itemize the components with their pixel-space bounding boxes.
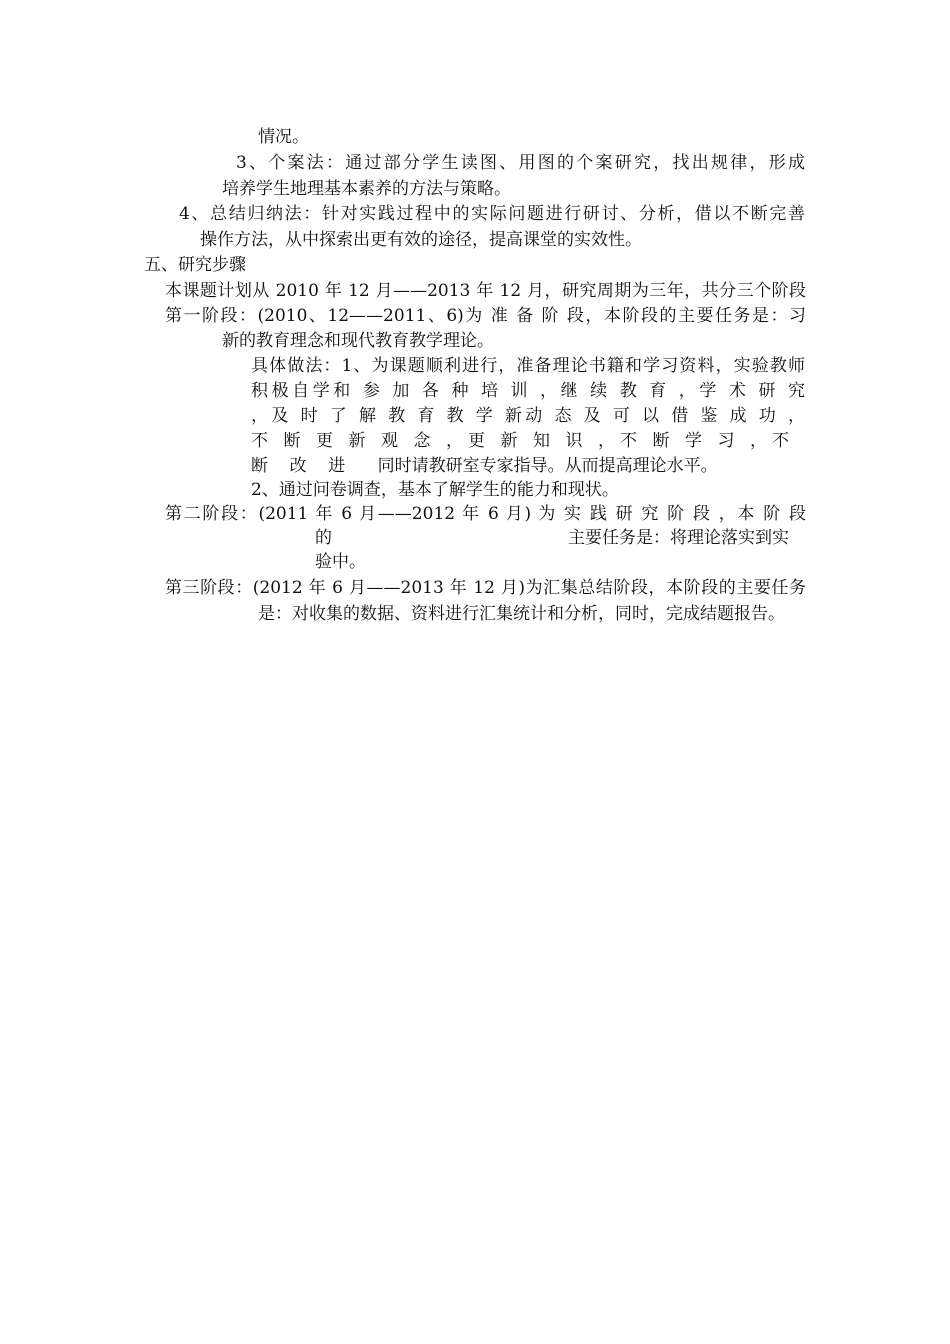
text-line: ，及 时 了 解 教 育 教 学 新动 态 及 可 以 借 鉴 成 功 ， (251, 406, 805, 426)
text-line: 第三阶段：(2012 年 6 月——2013 年 12 月)为汇集总结阶段，本阶段的主要任务 (165, 578, 806, 598)
text-line: 断 改 进 同时请教研室专家指导。从而提高理论水平。 (251, 456, 718, 476)
text-line: 操作方法，从中探索出更有效的途径，提高课堂的实效性。 (200, 230, 642, 250)
text-line: 第一阶段：(2010、12——2011、6)为 准 备 阶 段，本阶段的主要任务是：习 (165, 306, 806, 326)
section-heading: 五、研究步骤 (144, 255, 246, 275)
text-line: 新的教育理念和现代教育教学理论。 (222, 331, 494, 351)
text-line: 具体做法：1、为课题顺利进行，准备理论书籍和学习资料，实验教师 (251, 356, 805, 376)
text-line: 的 (315, 528, 332, 548)
text-line: 培养学生地理基本素养的方法与策略。 (222, 179, 511, 199)
text-line: 验中。 (315, 552, 366, 572)
text-line: 不 断 更 新 观 念 ，更 新 知 识 ，不 断 学 习 ，不 (251, 431, 789, 451)
text-line: 是：对收集的数据、资料进行汇集统计和分析，同时，完成结题报告。 (258, 604, 785, 624)
text-line: 主要任务是：将理论落实到实 (568, 528, 789, 548)
text-line: 情况。 (258, 127, 309, 147)
text-line: 积极自学和 参 加 各 种 培 训 ，继 续 教 育 ，学 术 研 究 (251, 381, 805, 401)
text-line: 3、个案法：通过部分学生读图、用图的个案研究，找出规律，形成 (236, 153, 805, 173)
text-line: 本课题计划从 2010 年 12 月——2013 年 12 月，研究周期为三年，共分三个阶段 (165, 281, 806, 301)
text-line: 第二阶段：(2011 年 6 月——2012 年 6 月) 为 实 践 研 究 阶 段 ，本 阶 段 (165, 504, 806, 524)
text-line: 4、总结归纳法：针对实践过程中的实际问题进行研讨、分析，借以不断完善 (179, 204, 805, 224)
text-line: 2、通过问卷调查，基本了解学生的能力和现状。 (251, 480, 619, 500)
